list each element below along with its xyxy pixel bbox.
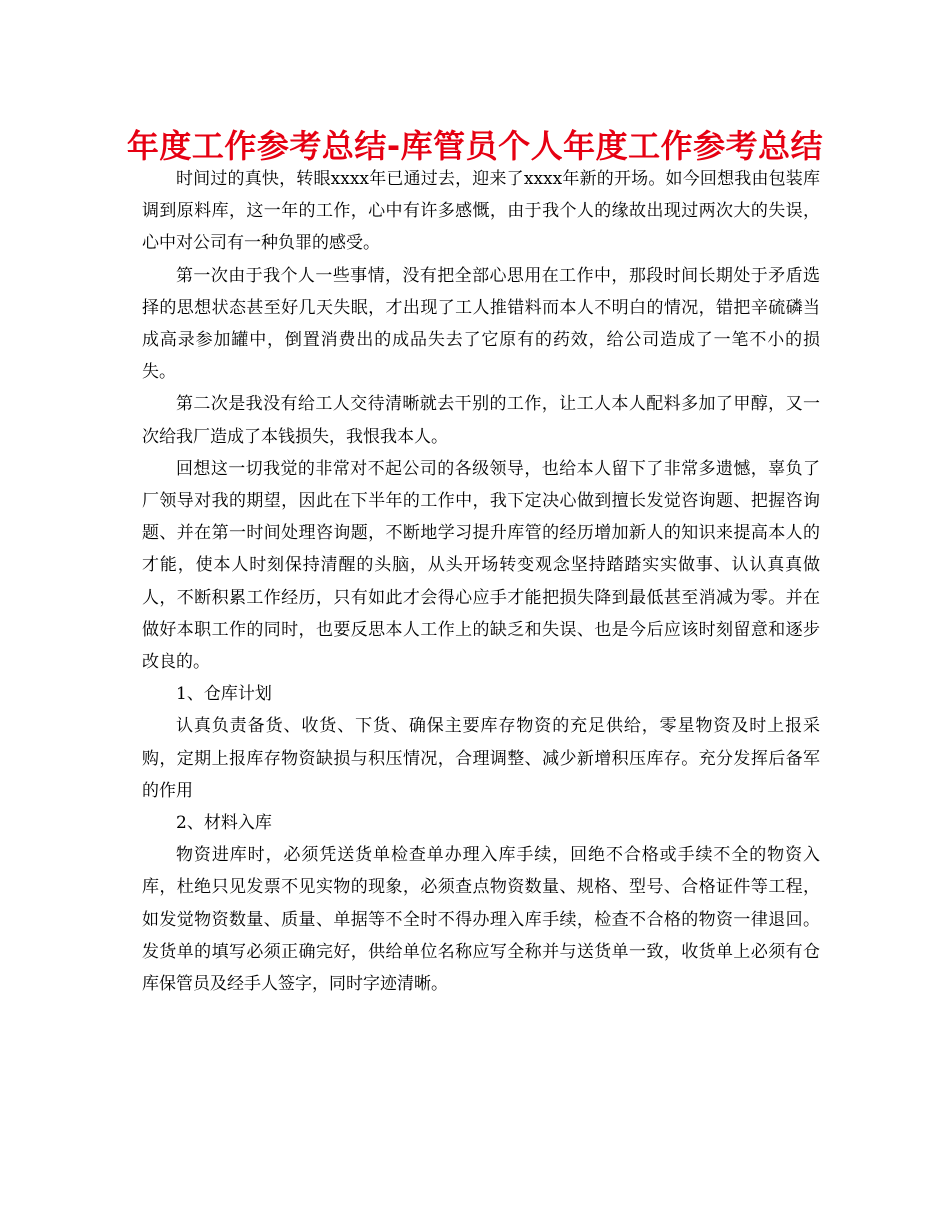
paragraph-first-mistake: 第一次由于我个人一些事情，没有把全部心思用在工作中，那段时间长期处于矛盾选择的思想状态甚至好几天失眠，才出现了工人推错料而本人不明白的情况，错把辛硫磷当成高录参加罐中，倒置消费出的成品失去了它原有的药效，给公司造成了一笔不小的损失。 — [142, 265, 820, 383]
paragraph-warehouse-plan: 认真负责备货、收货、下货、确保主要库存物资的充足供给，零星物资及时上报采购，定期上报库存物资缺损与积压情况，合理调整、减少新增积压库存。充分发挥后备军的作用 — [142, 716, 820, 801]
document-title: 年度工作参考总结-库管员个人年度工作参考总结 — [126, 127, 824, 165]
section-heading-warehouse-plan: 1、仓库计划 — [176, 684, 272, 705]
paragraph-second-mistake: 第二次是我没有给工人交待清晰就去干别的工作，让工人本人配料多加了甲醇，又一次给我厂造成了本钱损失，我恨我本人。 — [142, 394, 820, 447]
paragraph-material-inbound: 物资进库时，必须凭送货单检查单办理入库手续，回绝不合格或手续不全的物资入库，杜绝只见发票不见实物的现象，必须查点物资数量、规格、型号、合格证件等工程，如发觉物资数量、质量、单据等不全时不得办理入库手续，检查不合格的物资一律退回。发货单的填写必须正确完好，供给单位名称应写全称并与送货单一致，收货单上必须有仓库保管员及经手人签字，同时字迹清晰。 — [142, 845, 820, 995]
section-heading-material-inbound: 2、材料入库 — [176, 813, 272, 834]
paragraph-reflection: 回想这一切我觉的非常对不起公司的各级领导，也给本人留下了非常多遗憾，辜负了厂领导对我的期望，因此在下半年的工作中，我下定决心做到擅长发觉咨询题、把握咨询题、并在第一时间处理咨询题，不断地学习提升库管的经历增加新人的知识来提高本人的才能，使本人时刻保持清醒的头脑，从头开场转变观念坚持踏踏实实做事、认认真真做人，不断积累工作经历，只有如此才会得心应手才能把损失降到最低甚至消减为零。并在做好本职工作的同时，也要反思本人工作上的缺乏和失误、也是今后应该时刻留意和逐步改良的。 — [142, 458, 820, 673]
paragraph-intro: 时间过的真快，转眼xxxx年已通过去，迎来了xxxx年新的开场。如今回想我由包装库调到原料库，这一年的工作，心中有许多感慨，由于我个人的缘故出现过两次大的失误，心中对公司有一种负罪的感受。 — [142, 169, 820, 254]
document-body — [142, 163, 820, 1000]
